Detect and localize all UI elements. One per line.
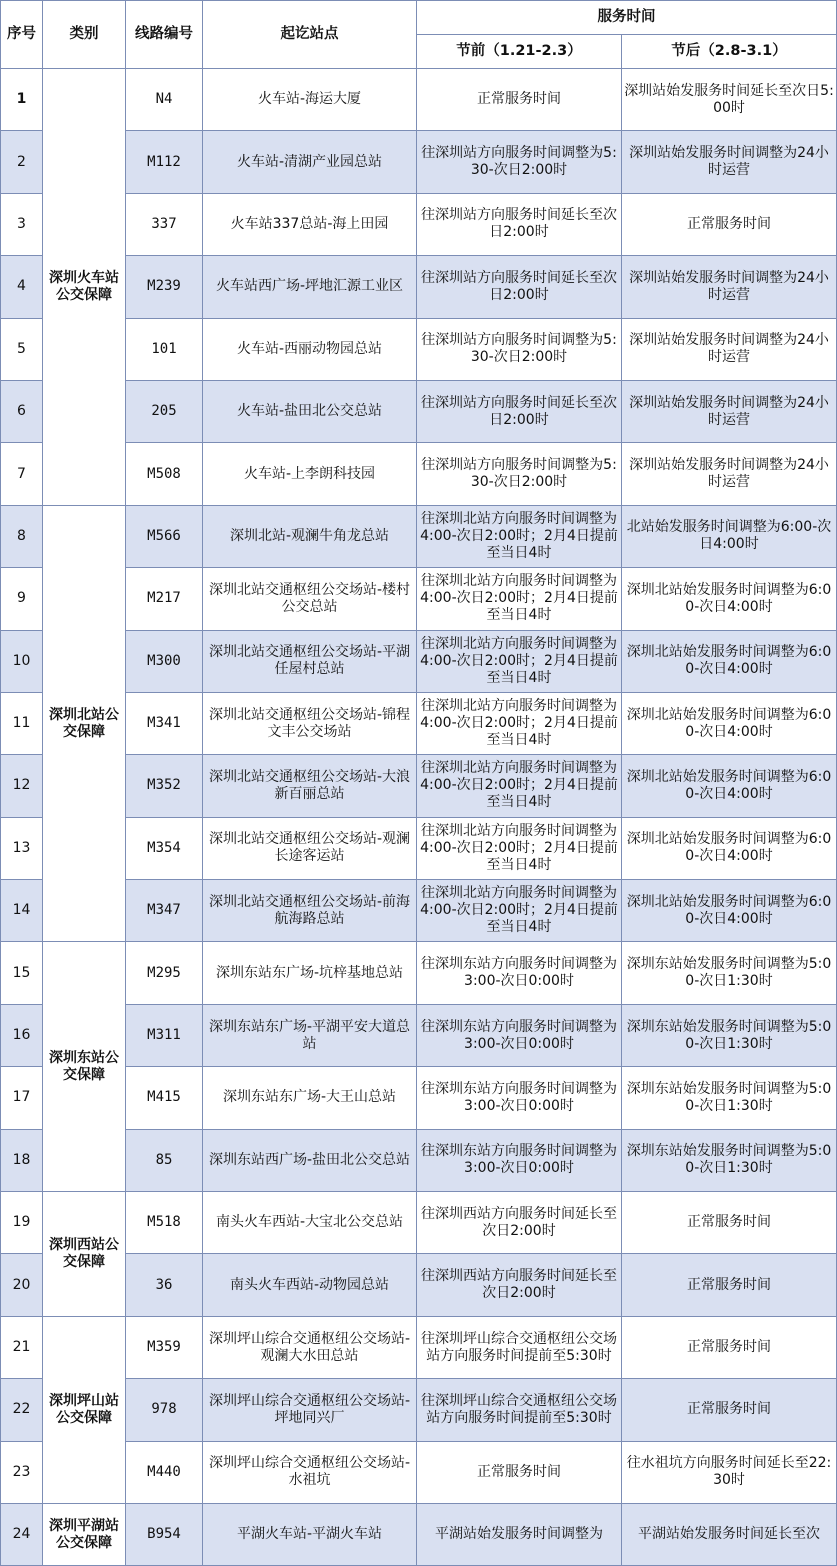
row-stops: 深圳东站东广场-大王山总站 — [203, 1067, 417, 1129]
row-before-time: 平湖站始发服务时间调整为 — [417, 1503, 622, 1565]
row-seq: 8 — [1, 505, 43, 567]
row-stops: 平湖火车站-平湖火车站 — [203, 1503, 417, 1565]
table-row — [1, 1129, 837, 1191]
row-route-code: M311 — [126, 1004, 203, 1066]
row-after-time: 正常服务时间 — [622, 1254, 837, 1316]
row-stops: 深圳东站东广场-坑梓基地总站 — [203, 942, 417, 1004]
row-route-code: M217 — [126, 568, 203, 630]
row-after-time: 往水祖坑方向服务时间延长至22:30时 — [622, 1441, 837, 1503]
row-route-code: M566 — [126, 505, 203, 567]
row-route-code: 978 — [126, 1379, 203, 1441]
row-seq: 16 — [1, 1004, 43, 1066]
row-before-time: 往深圳站方向服务时间调整为5:30-次日2:00时 — [417, 443, 622, 505]
table-row — [1, 1192, 837, 1254]
header-stops: 起讫站点 — [203, 1, 417, 69]
row-after-time: 深圳站始发服务时间延长至次日5:00时 — [622, 69, 837, 131]
row-stops: 火车站-海运大厦 — [203, 69, 417, 131]
row-route-code: M341 — [126, 692, 203, 754]
row-stops: 火车站-盐田北公交总站 — [203, 380, 417, 442]
row-after-time: 正常服务时间 — [622, 1316, 837, 1378]
table-row — [1, 630, 837, 692]
row-seq: 4 — [1, 256, 43, 318]
row-before-time: 往深圳北站方向服务时间调整为4:00-次日2:00时；2月4日提前至当日4时 — [417, 568, 622, 630]
row-stops: 深圳北站交通枢纽公交场站-楼村公交总站 — [203, 568, 417, 630]
row-route-code: M508 — [126, 443, 203, 505]
row-stops: 深圳坪山综合交通枢纽公交场站-水祖坑 — [203, 1441, 417, 1503]
row-route-code: M295 — [126, 942, 203, 1004]
table-row — [1, 692, 837, 754]
row-route-code: M440 — [126, 1441, 203, 1503]
header-seq: 序号 — [1, 1, 43, 69]
row-after-time: 深圳北站始发服务时间调整为6:00-次日4:00时 — [622, 630, 837, 692]
row-stops: 深圳坪山综合交通枢纽公交场站-观澜大水田总站 — [203, 1316, 417, 1378]
row-before-time: 往深圳东站方向服务时间调整为3:00-次日0:00时 — [417, 1004, 622, 1066]
row-before-time: 往深圳北站方向服务时间调整为4:00-次日2:00时；2月4日提前至当日4时 — [417, 880, 622, 942]
row-before-time: 往深圳站方向服务时间延长至次日2:00时 — [417, 256, 622, 318]
table-row — [1, 69, 837, 131]
row-before-time: 往深圳站方向服务时间延长至次日2:00时 — [417, 193, 622, 255]
table-row — [1, 568, 837, 630]
row-after-time: 深圳站始发服务时间调整为24小时运营 — [622, 256, 837, 318]
row-category: 深圳西站公交保障 — [43, 1192, 126, 1317]
row-seq: 7 — [1, 443, 43, 505]
row-before-time: 往深圳西站方向服务时间延长至次日2:00时 — [417, 1192, 622, 1254]
row-after-time: 深圳站始发服务时间调整为24小时运营 — [622, 318, 837, 380]
row-route-code: N4 — [126, 69, 203, 131]
row-before-time: 往深圳坪山综合交通枢纽公交场站方向服务时间提前至5:30时 — [417, 1316, 622, 1378]
row-stops: 火车站337总站-海上田园 — [203, 193, 417, 255]
row-before-time: 往深圳北站方向服务时间调整为4:00-次日2:00时；2月4日提前至当日4时 — [417, 630, 622, 692]
row-seq: 2 — [1, 131, 43, 193]
table-row — [1, 318, 837, 380]
table-row — [1, 380, 837, 442]
row-route-code: 205 — [126, 380, 203, 442]
table-row — [1, 443, 837, 505]
row-stops: 南头火车西站-动物园总站 — [203, 1254, 417, 1316]
row-before-time: 往深圳坪山综合交通枢纽公交场站方向服务时间提前至5:30时 — [417, 1379, 622, 1441]
row-stops: 深圳北站-观澜牛角龙总站 — [203, 505, 417, 567]
row-stops: 深圳北站交通枢纽公交场站-平湖任屋村总站 — [203, 630, 417, 692]
row-seq: 17 — [1, 1067, 43, 1129]
row-route-code: M415 — [126, 1067, 203, 1129]
row-after-time: 深圳北站始发服务时间调整为6:00-次日4:00时 — [622, 755, 837, 817]
row-route-code: M300 — [126, 630, 203, 692]
row-route-code: M518 — [126, 1192, 203, 1254]
header-before-festival: 节前（1.21-2.3） — [417, 35, 622, 69]
row-seq: 6 — [1, 380, 43, 442]
row-seq: 13 — [1, 817, 43, 879]
row-seq: 23 — [1, 1441, 43, 1503]
row-seq: 22 — [1, 1379, 43, 1441]
row-after-time: 深圳站始发服务时间调整为24小时运营 — [622, 443, 837, 505]
row-route-code: 101 — [126, 318, 203, 380]
row-before-time: 往深圳站方向服务时间调整为5:30-次日2:00时 — [417, 131, 622, 193]
table-row — [1, 1379, 837, 1441]
row-stops: 深圳北站交通枢纽公交场站-前海航海路总站 — [203, 880, 417, 942]
row-after-time: 深圳站始发服务时间调整为24小时运营 — [622, 380, 837, 442]
header-route-code: 线路编号 — [126, 1, 203, 69]
row-before-time: 往深圳东站方向服务时间调整为3:00-次日0:00时 — [417, 942, 622, 1004]
row-before-time: 往深圳北站方向服务时间调整为4:00-次日2:00时；2月4日提前至当日4时 — [417, 505, 622, 567]
table-row — [1, 1441, 837, 1503]
row-seq: 5 — [1, 318, 43, 380]
table-row — [1, 256, 837, 318]
row-seq: 14 — [1, 880, 43, 942]
row-after-time: 正常服务时间 — [622, 193, 837, 255]
row-stops: 深圳坪山综合交通枢纽公交场站-坪地同兴厂 — [203, 1379, 417, 1441]
table-row — [1, 1254, 837, 1316]
row-seq: 24 — [1, 1503, 43, 1565]
row-before-time: 往深圳站方向服务时间延长至次日2:00时 — [417, 380, 622, 442]
row-seq: 21 — [1, 1316, 43, 1378]
row-stops: 深圳东站东广场-平湖平安大道总站 — [203, 1004, 417, 1066]
row-seq: 10 — [1, 630, 43, 692]
row-category: 深圳东站公交保障 — [43, 942, 126, 1192]
table-body — [1, 69, 837, 1566]
row-route-code: M112 — [126, 131, 203, 193]
row-after-time: 平湖站始发服务时间延长至次 — [622, 1503, 837, 1565]
row-after-time: 北站始发服务时间调整为6:00-次日4:00时 — [622, 505, 837, 567]
row-stops: 火车站西广场-坪地汇源工业区 — [203, 256, 417, 318]
row-stops: 南头火车西站-大宝北公交总站 — [203, 1192, 417, 1254]
row-category: 深圳北站公交保障 — [43, 505, 126, 942]
row-before-time: 往深圳北站方向服务时间调整为4:00-次日2:00时；2月4日提前至当日4时 — [417, 817, 622, 879]
row-stops: 火车站-西丽动物园总站 — [203, 318, 417, 380]
table-row — [1, 505, 837, 567]
row-route-code: M239 — [126, 256, 203, 318]
row-stops: 火车站-上李朗科技园 — [203, 443, 417, 505]
row-route-code: M354 — [126, 817, 203, 879]
row-after-time: 深圳东站始发服务时间调整为5:00-次日1:30时 — [622, 942, 837, 1004]
row-seq: 15 — [1, 942, 43, 1004]
row-seq: 3 — [1, 193, 43, 255]
row-after-time: 正常服务时间 — [622, 1379, 837, 1441]
row-after-time: 深圳东站始发服务时间调整为5:00-次日1:30时 — [622, 1129, 837, 1191]
row-route-code: B954 — [126, 1503, 203, 1565]
table-row — [1, 131, 837, 193]
table-header — [1, 1, 837, 69]
row-before-time: 往深圳北站方向服务时间调整为4:00-次日2:00时；2月4日提前至当日4时 — [417, 692, 622, 754]
row-route-code: 36 — [126, 1254, 203, 1316]
row-stops: 深圳北站交通枢纽公交场站-观澜长途客运站 — [203, 817, 417, 879]
row-stops: 深圳东站西广场-盐田北公交总站 — [203, 1129, 417, 1191]
row-after-time: 深圳东站始发服务时间调整为5:00-次日1:30时 — [622, 1004, 837, 1066]
row-category: 深圳火车站公交保障 — [43, 69, 126, 506]
row-stops: 深圳北站交通枢纽公交场站-大浪新百丽总站 — [203, 755, 417, 817]
row-before-time: 正常服务时间 — [417, 69, 622, 131]
row-before-time: 往深圳西站方向服务时间延长至次日2:00时 — [417, 1254, 622, 1316]
row-route-code: M352 — [126, 755, 203, 817]
row-seq: 11 — [1, 692, 43, 754]
table-row — [1, 880, 837, 942]
row-seq: 18 — [1, 1129, 43, 1191]
table-row — [1, 1004, 837, 1066]
row-before-time: 正常服务时间 — [417, 1441, 622, 1503]
row-after-time: 深圳北站始发服务时间调整为6:00-次日4:00时 — [622, 817, 837, 879]
row-before-time: 往深圳东站方向服务时间调整为3:00-次日0:00时 — [417, 1129, 622, 1191]
row-seq: 19 — [1, 1192, 43, 1254]
row-seq: 20 — [1, 1254, 43, 1316]
row-seq: 12 — [1, 755, 43, 817]
table-row — [1, 942, 837, 1004]
table-row — [1, 755, 837, 817]
row-after-time: 深圳北站始发服务时间调整为6:00-次日4:00时 — [622, 568, 837, 630]
row-before-time: 往深圳东站方向服务时间调整为3:00-次日0:00时 — [417, 1067, 622, 1129]
header-after-festival: 节后（2.8-3.1） — [622, 35, 837, 69]
header-category: 类别 — [43, 1, 126, 69]
row-stops: 火车站-清湖产业园总站 — [203, 131, 417, 193]
table-row — [1, 193, 837, 255]
row-category: 深圳坪山站公交保障 — [43, 1316, 126, 1503]
row-after-time: 深圳北站始发服务时间调整为6:00-次日4:00时 — [622, 880, 837, 942]
row-after-time: 深圳北站始发服务时间调整为6:00-次日4:00时 — [622, 692, 837, 754]
row-category: 深圳平湖站公交保障 — [43, 1503, 126, 1565]
row-route-code: 337 — [126, 193, 203, 255]
row-route-code: M347 — [126, 880, 203, 942]
row-after-time: 深圳站始发服务时间调整为24小时运营 — [622, 131, 837, 193]
table-row — [1, 1316, 837, 1378]
row-route-code: M359 — [126, 1316, 203, 1378]
row-after-time: 深圳东站始发服务时间调整为5:00-次日1:30时 — [622, 1067, 837, 1129]
row-route-code: 85 — [126, 1129, 203, 1191]
row-before-time: 往深圳北站方向服务时间调整为4:00-次日2:00时；2月4日提前至当日4时 — [417, 755, 622, 817]
table-row — [1, 817, 837, 879]
row-seq: 1 — [1, 69, 43, 131]
table-row — [1, 1067, 837, 1129]
table-row — [1, 1503, 837, 1565]
row-after-time: 正常服务时间 — [622, 1192, 837, 1254]
header-service-time: 服务时间 — [417, 1, 837, 35]
row-before-time: 往深圳站方向服务时间调整为5:30-次日2:00时 — [417, 318, 622, 380]
row-seq: 9 — [1, 568, 43, 630]
row-stops: 深圳北站交通枢纽公交场站-锦程文丰公交场站 — [203, 692, 417, 754]
